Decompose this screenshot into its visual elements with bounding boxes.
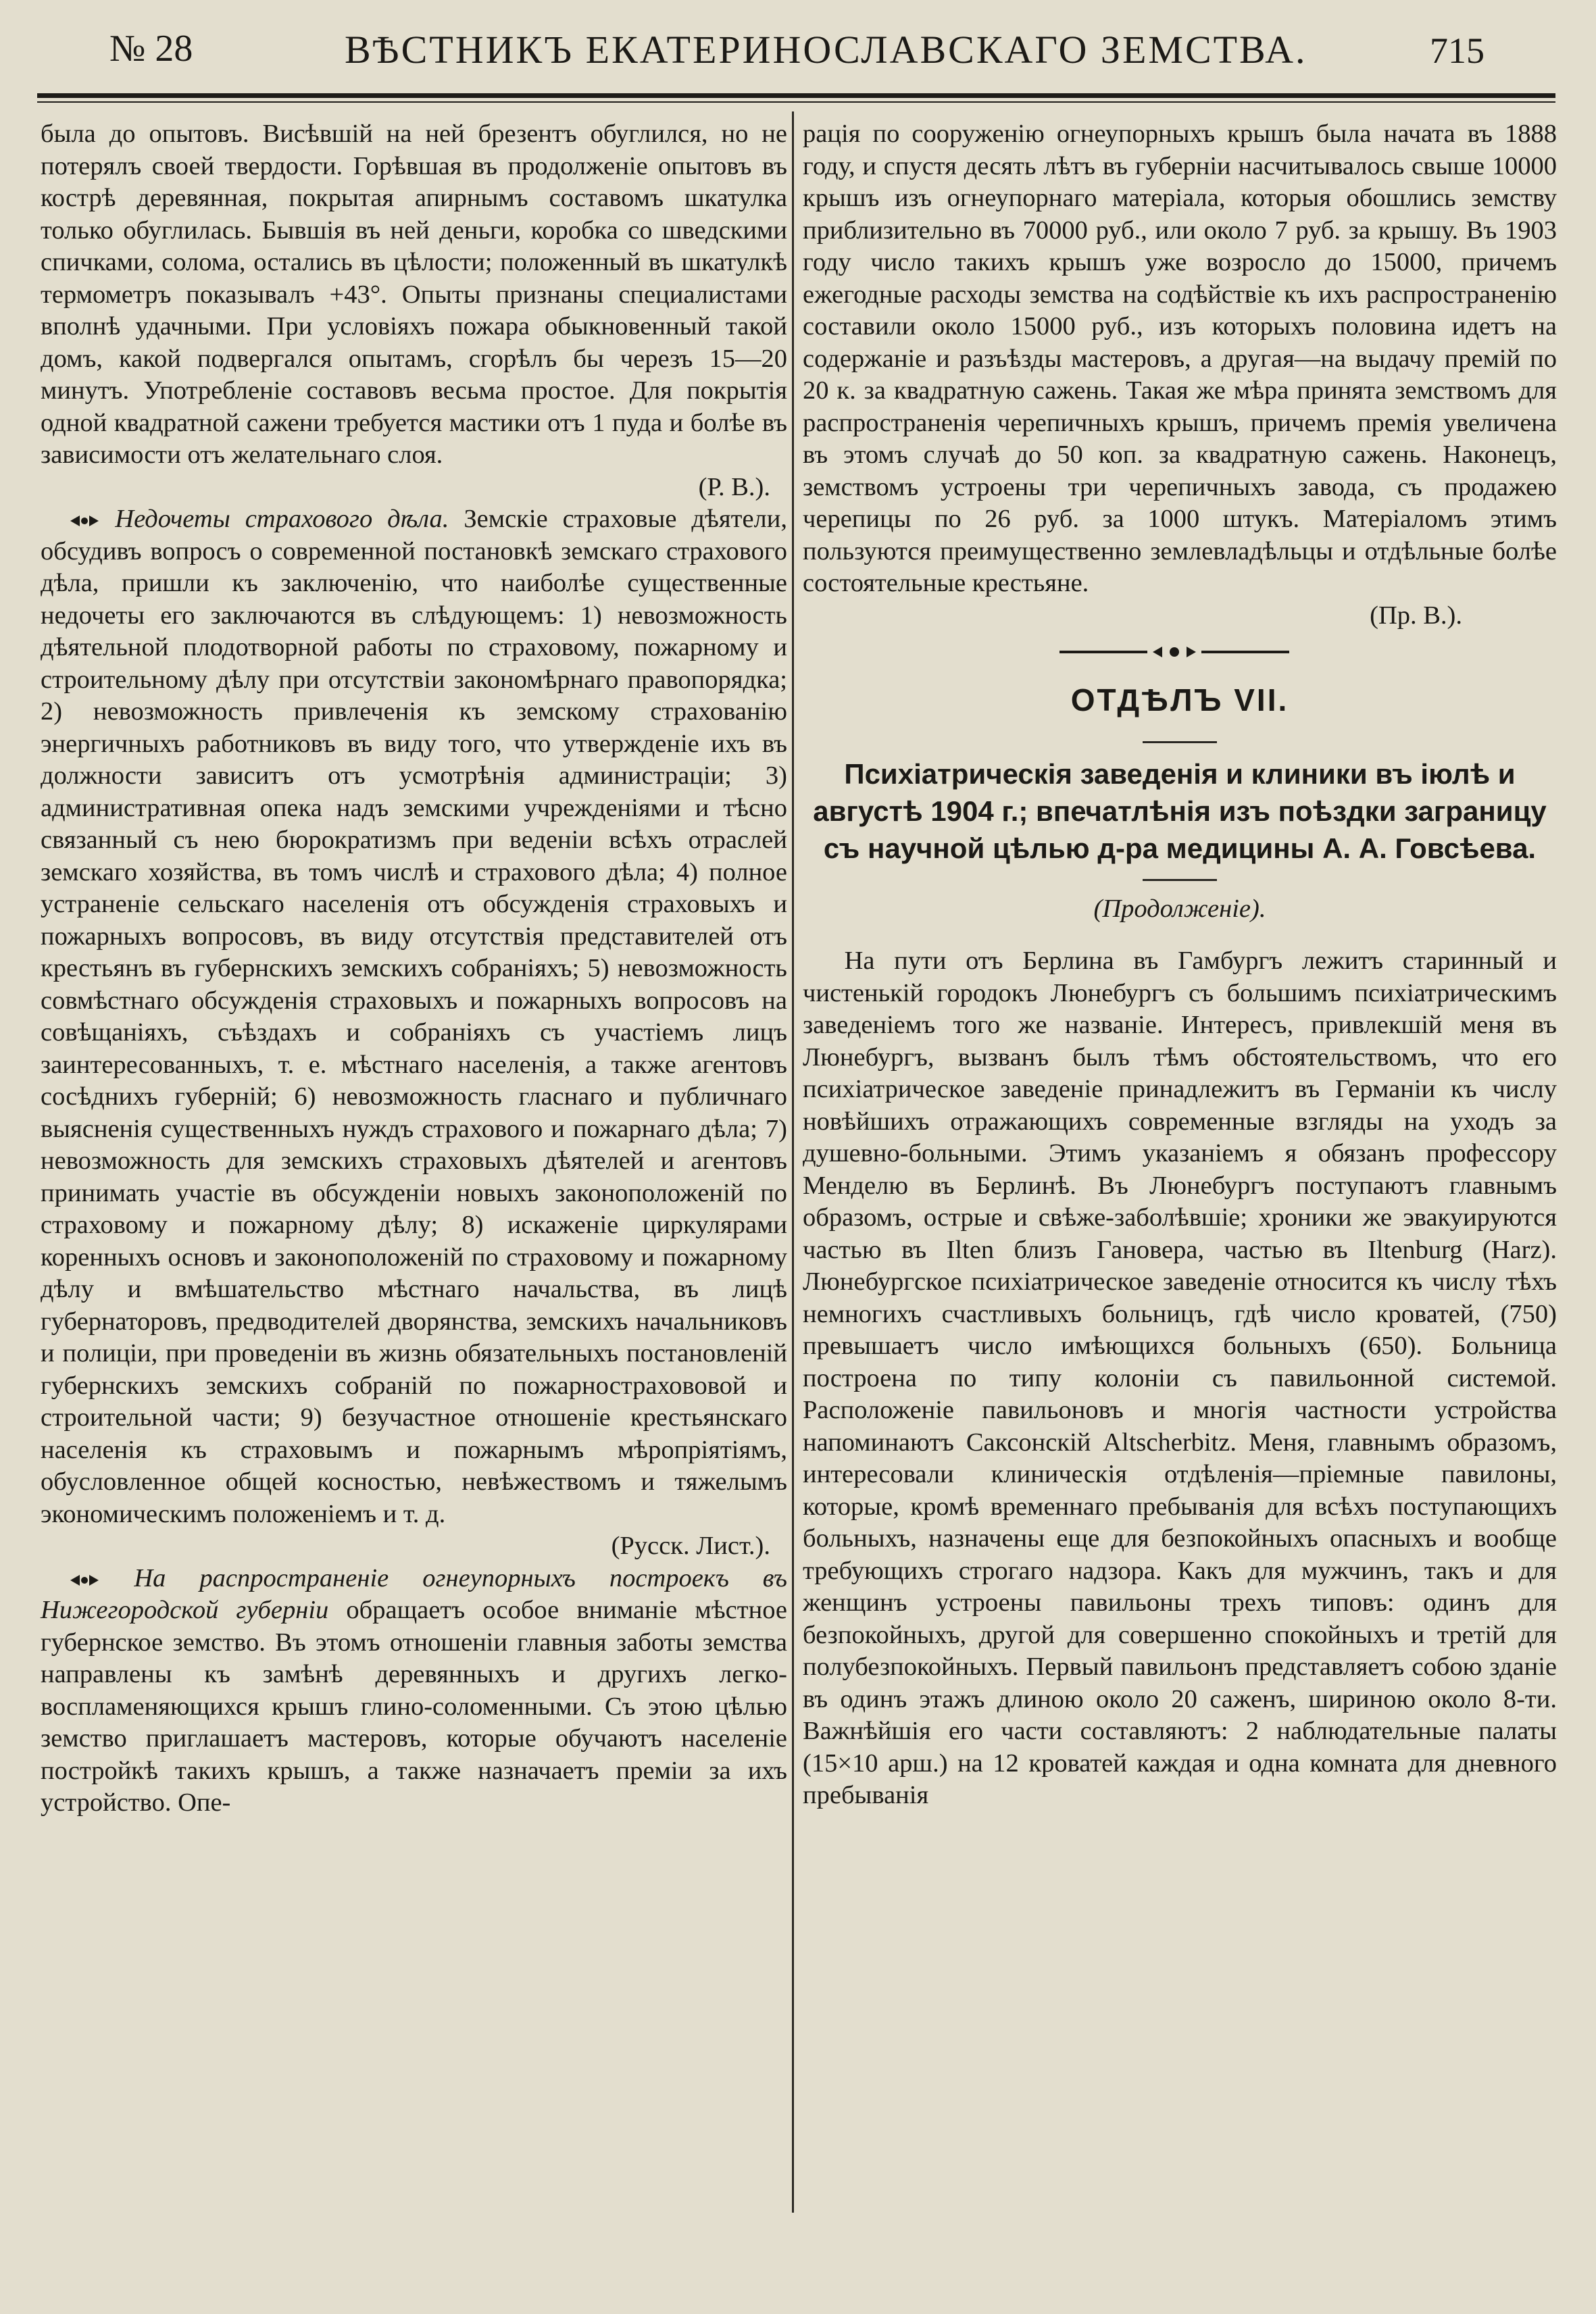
article-3 xyxy=(41,1563,787,1819)
article-2 xyxy=(41,503,787,1530)
article-title: Психіатрическія заведенія и клиники въ іюлѣ и августѣ 1904 г.; впечатлѣнія изъ поѣздки заграницу съ научной цѣлью д-ра медицины А. А. Говсѣева. xyxy=(813,757,1547,864)
short-rule xyxy=(1143,879,1217,881)
page-number: 715 xyxy=(1430,30,1485,71)
issue-number: № 28 xyxy=(109,28,193,70)
continued-note: (Продолженіе). xyxy=(1093,894,1266,923)
article-2-source: (Русск. Лист.). xyxy=(611,1532,770,1560)
article-3-source: (Пр. В.). xyxy=(1370,601,1462,630)
section-heading: ОТДѢЛЪ VII. xyxy=(1070,682,1289,718)
section-divider xyxy=(803,632,1557,672)
article-2-text: Земскіе страховые дѣятели, обсудивъ вопросъ о современной постановкѣ земскаго страхового дѣла, пришли къ заключенію, что наиболѣе существенные недочеты его заключаются въ слѣдующемъ: 1) невозможность дѣятельной плодотворной работы по страховому, пожарному и строительному дѣлу при отсутствіи закономѣрнаго правопорядка; 2) невозможность привлеченія къ земскому страхованію энергичныхъ работниковъ въ виду того, что утвержденіе ихъ въ должности зависитъ отъ усмотрѣнія администраціи; 3) административная опека надъ земскими учрежденіями и тѣсно связанный съ нею бюрократизмъ при веденіи всѣхъ отраслей земскаго хозяйства, въ томъ числѣ и страхового дѣла; 4) полное устраненіе сельскаго населенія отъ обсужденія страховыхъ и пожарныхъ вопросовъ, въ виду отсутствія представителей отъ крестьянъ въ губернскихъ земскихъ собраніяхъ; 5) невозможность совмѣстнаго обсужденія страховыхъ и пожарныхъ вопросовъ на совѣщаніяхъ, съѣздахъ и собраніяхъ съ участіемъ лицъ заинтересованныхъ, т. е. мѣстнаго населенія, а также агентовъ сосѣднихъ губерній; 6) невозможность гласнаго и публичнаго выясненія существенныхъ нуждъ страхового и пожарнаго дѣла; 7) невозможность для земскихъ страховыхъ дѣятелей и агентовъ принимать участіе въ обсужденіи новыхъ законоположеній по страховому и пожарному дѣлу; 8) искаженіе циркулярами коренныхъ основъ и законоположеній по страховому и пожарному дѣлу и вмѣшательство мѣстнаго начальства, въ лицѣ губернаторовъ, предводителей дворянства, земскихъ начальниковъ и полиціи, при проведеніи въ жизнь обязательныхъ постановленій губернскихъ земскихъ собраній по пожарнострахововой и строительной части; 9) безучастное отношеніе крестьянскаго населенія къ страховымъ и пожарнымъ мѣропріятіямъ, обусловленное общей косностью, невѣжествомъ и тяжелымъ экономическимъ положеніемъ и т. д. xyxy=(41,505,787,1528)
article-3-continuation: рація по сооруженію огнеупорныхъ крышъ была начата въ 1888 году, и спустя десять лѣтъ въ губерніи насчитывалось свыше 10000 крышъ изъ огнеупорнаго матеріала, которыя обошлись земству приблизительно въ 70000 руб., или около 7 руб. за крышу. Въ 1903 году число такихъ крышъ уже возросло до 15000, причемъ ежегодные расходы земства на содѣйствіе къ ихъ распространенію составили около 15000 руб., изъ которыхъ половина идетъ на содержаніе и разъѣзды мастеровъ, а другая—на выдачу премій по 20 к. за квадратную сажень. Такая же мѣра принята земствомъ для распространенія черепичныхъ крышъ, причемъ премія увеличена въ этомъ случаѣ до 50 коп. за квадратную сажень. Наконецъ, земствомъ устроены три черепичныхъ завода, съ продажею черепицы по 26 руб. за 1000 штукъ. Матеріаломъ этимъ пользуются преимущественно землевладѣльцы и отдѣльные болѣе состоятельные крестьяне. xyxy=(803,120,1557,597)
article-1-source: (Р. В.). xyxy=(698,472,770,501)
column-divider xyxy=(792,111,794,2213)
article-3-text: обращаетъ особое вниманіе мѣстное губернское земство. Въ этомъ отношеніи главныя заботы земства направлены къ замѣнѣ деревянныхъ и другихъ легко-воспламеняющихся крышъ глино-соломенными. Съ этою цѣлью земство приглашаетъ мастеровъ, которые обучаютъ населеніе постройкѣ такихъ крышъ, а также назначаетъ преміи за ихъ устройство. Опе- xyxy=(41,1596,788,1817)
short-rule xyxy=(1143,741,1217,743)
page-header xyxy=(101,20,1485,74)
article-4-text: На пути отъ Берлина въ Гамбургъ лежитъ старинный и чистенькій городокъ Люнебургъ съ большимъ психіатрическимъ заведеніемъ того же названіе. Интересъ, привлекшій меня въ Люнебургъ, вызванъ былъ тѣмъ обстоятельствомъ, что его психіатрическое заведеніе принадлежитъ въ Германіи къ числу новѣйшихъ отражающихъ современные взгляды на уходъ за душевно-больными. Этимъ указаніемъ я обязанъ профессору Менделю въ Берлинѣ. Въ Люнебургъ поступаютъ главнымъ образомъ, острые и свѣже-заболѣвшіе; хроники же эвакуируются частью въ Ilten близъ Гановера, частью въ Iltenburg (Harz). Люнебургское психіатрическое заведеніе относится къ числу тѣхъ немногихъ счастливыхъ больницъ, гдѣ число кроватей, (750) превышаетъ число имѣющихся больныхъ (650). Больница построена по типу колоніи съ павильонной системой. Расположеніе павильоновъ и многія частности устройства напоминаютъ Саксонскій Altscherbitz. Меня, главнымъ образомъ, интересовали клиническія отдѣленія—пріемные павилоны, которые, кромѣ временнаго пребыванія для всѣхъ поступающихъ больныхъ, назначены еще для безпокойныхъ опасныхъ и вообще требующихъ строгаго надзора. Какъ для мужчинъ, такъ и для женщинъ устроены павильоны трехъ типовъ: одинъ для безпокойныхъ, другой для совершенно спокойныхъ и третій для полубезпокойныхъ. Первый павильонъ представляетъ собою зданіе въ одинъ этажъ длиною около 20 саженъ, шириною около 8-ти. Важнѣйшія его части составляютъ: 2 наблюдательные палаты (15×10 арш.) на 12 кроватей каждая и одна комната для дневного пребыванія xyxy=(803,947,1557,1809)
right-column xyxy=(803,118,1557,1812)
article-1-text: была до опытовъ. Висѣвшій на ней брезентъ обуглился, но не потерялъ своей твердости. Горѣвшая въ продолженіе опытовъ въ кострѣ деревянная, покрытая апирнымъ составомъ шкатулка только обуглилась. Бывшія въ ней деньги, коробка со шведскими спичками, солома, остались въ цѣлости; положенный въ шкатулкѣ термометръ показывалъ +43°. Опыты признаны специалистами вполнѣ удачными. При условіяхъ пожара обыкновенный такой домъ, какой подвергался опытамъ, сгорѣлъ бы черезъ 15—20 минутъ. Употребленіе составовъ весьма простое. Для покрытія одной квадратной сажени требуется мастики отъ 1 пуда и болѣе въ зависимости отъ желательнаго слоя. xyxy=(41,120,787,469)
left-column xyxy=(41,118,787,1819)
fleuron-icon xyxy=(69,514,100,528)
header-rule-thin xyxy=(37,101,1555,103)
header-rule-thick xyxy=(37,93,1555,98)
journal-title: ВѢСТНИКЪ ЕКАТЕРИНОСЛАВСКАГО ЗЕМСТВА. xyxy=(345,28,1307,72)
article-2-title: Недочеты страхового дѣла. xyxy=(115,505,449,533)
fleuron-icon xyxy=(69,1574,100,1587)
article-3-title: На распространеніе огнеупорныхъ построекъ въ Нижегородской губерніи xyxy=(41,1563,787,1624)
